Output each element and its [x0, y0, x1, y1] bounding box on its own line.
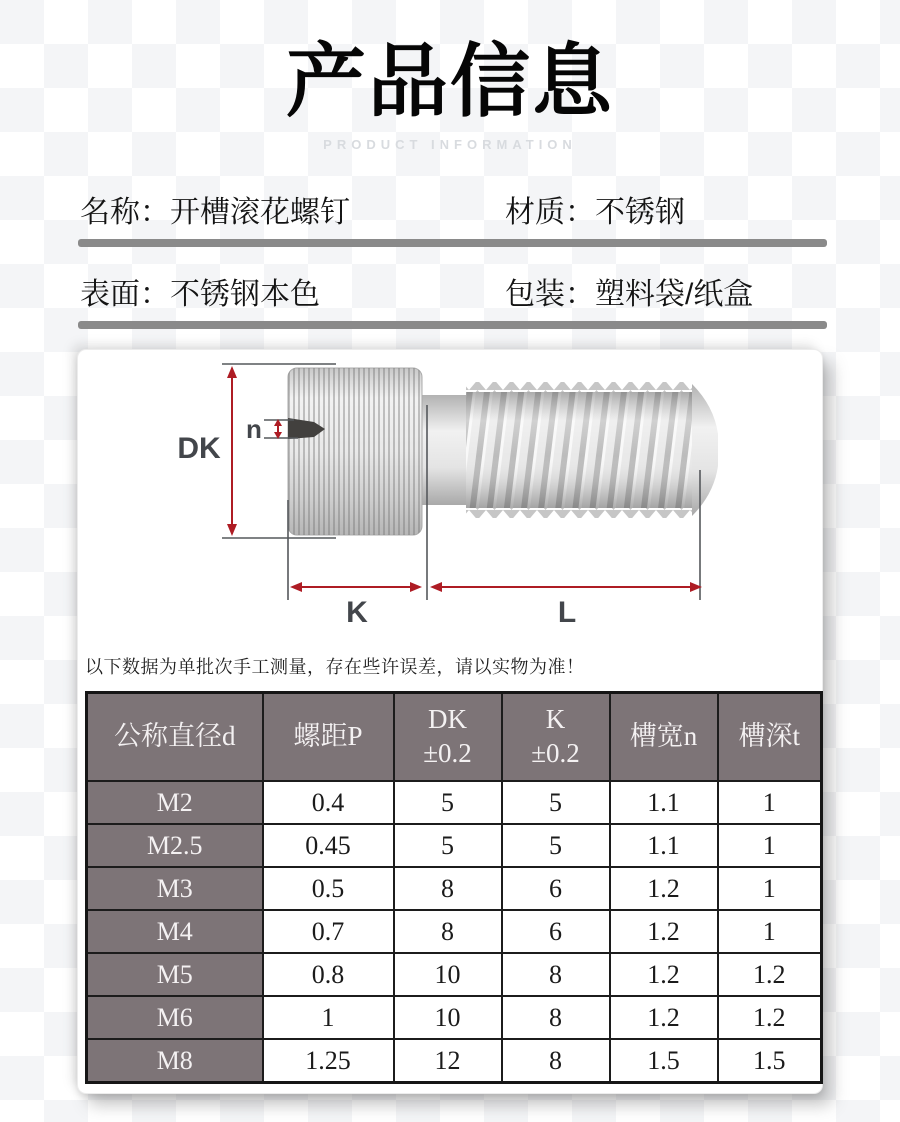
- measurement-note: 以下数据为单批次手工测量，存在些许误差，请以实物为准！: [85, 657, 585, 677]
- table-row: [87, 1039, 822, 1083]
- product-card: [78, 350, 822, 1093]
- table-row: [87, 781, 822, 824]
- row-header-cell: M3: [87, 867, 263, 910]
- table-cell: 10: [394, 953, 502, 996]
- screw-thread-shading: [466, 392, 692, 508]
- table-cell: 8: [394, 910, 502, 953]
- table-cell: 1.1: [610, 824, 718, 867]
- table-cell: 1: [718, 910, 822, 953]
- attribute-surface: [80, 269, 505, 313]
- table-cell: 1.2: [718, 996, 822, 1039]
- screw-tip: [692, 384, 718, 516]
- col-header-dk: [394, 693, 502, 782]
- row-header-cell: M4: [87, 910, 263, 953]
- spec-table-body: [87, 781, 822, 1083]
- attribute-label: 表面：: [80, 278, 170, 311]
- table-cell: 10: [394, 996, 502, 1039]
- col-header-slot-depth: [718, 693, 822, 782]
- table-cell: 1.2: [610, 867, 718, 910]
- table-cell: 0.7: [263, 910, 394, 953]
- table-cell: 1.25: [263, 1039, 394, 1083]
- table-cell: 1.1: [610, 781, 718, 824]
- dk-label: DK: [177, 432, 221, 465]
- table-cell: 1.2: [718, 953, 822, 996]
- table-cell: 5: [502, 824, 610, 867]
- spec-table-header: [87, 693, 822, 782]
- attribute-value: 塑料袋/纸盒: [595, 278, 754, 311]
- attribute-row-1: [80, 187, 825, 231]
- divider: [78, 321, 827, 329]
- attribute-value: 开槽滚花螺钉: [170, 196, 350, 229]
- table-row: [87, 953, 822, 996]
- attribute-label: 材质：: [505, 196, 595, 229]
- row-header-cell: M2: [87, 781, 263, 824]
- col-header-tolerance: ±0.2: [531, 738, 580, 768]
- table-cell: 8: [394, 867, 502, 910]
- attribute-material: [505, 187, 825, 231]
- col-header-k: [502, 693, 610, 782]
- col-header-tolerance: ±0.2: [423, 738, 472, 768]
- row-header-cell: M6: [87, 996, 263, 1039]
- table-cell: 1: [718, 781, 822, 824]
- col-header-text: 槽宽n: [629, 721, 698, 752]
- col-header-text: 公称直径d: [114, 721, 236, 752]
- table-cell: 6: [502, 910, 610, 953]
- table-cell: 8: [502, 953, 610, 996]
- table-cell: 6: [502, 867, 610, 910]
- table-cell: 8: [502, 996, 610, 1039]
- col-header-pitch: [263, 693, 394, 782]
- attribute-value: 不锈钢: [595, 196, 685, 229]
- attribute-label: 名称：: [80, 196, 170, 229]
- table-cell: 0.5: [263, 867, 394, 910]
- table-row: [87, 824, 822, 867]
- col-header-text: K: [545, 704, 566, 735]
- col-header-text: DK: [428, 704, 467, 735]
- attribute-row-2: [80, 269, 825, 313]
- col-header-diameter: [87, 693, 263, 782]
- screw-thread-crest-top: [466, 382, 692, 392]
- table-row: [87, 996, 822, 1039]
- screw-thread-crest-bottom: [466, 508, 692, 518]
- table-cell: 5: [394, 824, 502, 867]
- table-cell: 1: [718, 867, 822, 910]
- attribute-packaging: [505, 269, 825, 313]
- table-row: [87, 910, 822, 953]
- l-label: L: [557, 596, 577, 629]
- table-cell: 1.2: [610, 996, 718, 1039]
- spec-table: [85, 691, 823, 1084]
- page-subtitle: PRODUCT INFORMATION: [323, 137, 577, 152]
- attribute-label: 包装：: [505, 278, 595, 311]
- col-header-slot-width: [610, 693, 718, 782]
- table-cell: 1.2: [610, 910, 718, 953]
- col-header-text: 螺距P: [293, 721, 363, 752]
- row-header-cell: M8: [87, 1039, 263, 1083]
- screw-illustration: [288, 368, 718, 535]
- table-cell: 5: [502, 781, 610, 824]
- screw-diagram: [78, 350, 822, 650]
- table-cell: 1.5: [718, 1039, 822, 1083]
- table-cell: 0.8: [263, 953, 394, 996]
- screw-neck: [422, 395, 468, 505]
- page-title: 产品信息: [286, 37, 614, 126]
- attribute-value: 不锈钢本色: [170, 278, 320, 311]
- table-cell: 0.45: [263, 824, 394, 867]
- row-header-cell: M5: [87, 953, 263, 996]
- k-label: K: [346, 596, 368, 629]
- table-row: [87, 867, 822, 910]
- table-cell: 1.2: [610, 953, 718, 996]
- col-header-text: 槽深t: [738, 721, 800, 752]
- screw-head-knurling: [288, 368, 422, 535]
- table-cell: 5: [394, 781, 502, 824]
- table-cell: 1: [718, 824, 822, 867]
- attribute-name: [80, 187, 505, 231]
- header-row: [87, 693, 822, 782]
- table-cell: 1.5: [610, 1039, 718, 1083]
- row-header-cell: M2.5: [87, 824, 263, 867]
- divider: [78, 239, 827, 247]
- table-cell: 1: [263, 996, 394, 1039]
- table-cell: 0.4: [263, 781, 394, 824]
- table-cell: 8: [502, 1039, 610, 1083]
- table-cell: 12: [394, 1039, 502, 1083]
- n-label: n: [246, 414, 262, 444]
